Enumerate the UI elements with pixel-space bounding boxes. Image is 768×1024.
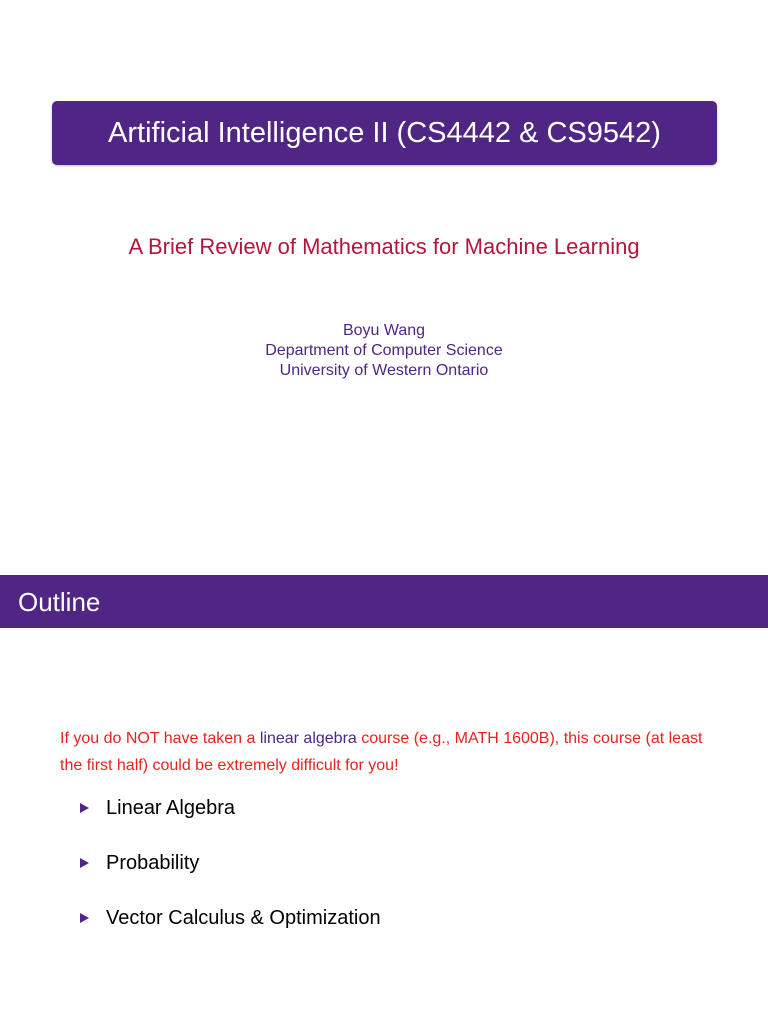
warning-text (60, 725, 720, 779)
title-box (52, 101, 717, 165)
presentation-subtitle: A Brief Review of Mathematics for Machine Learning (128, 234, 640, 259)
outline-item-probability (80, 850, 381, 905)
triangle-bullet-icon (80, 913, 89, 923)
outline-slide (0, 512, 768, 1024)
triangle-bullet-icon (80, 803, 89, 813)
outline-item-label: Vector Calculus & Optimization (106, 907, 381, 929)
warning-highlight-linear: linear (259, 730, 299, 747)
author-name: Boyu Wang (342, 322, 426, 339)
frame-title: Outline (18, 587, 101, 617)
frame-title-bar (0, 575, 768, 628)
author-university: University of Western Ontario (279, 362, 489, 379)
warning-part-1: If you do NOT have taken a (60, 730, 260, 747)
warning-highlight-algebra: algebra (303, 730, 357, 747)
author-department: Department of Computer Science (265, 342, 503, 359)
triangle-bullet-icon (80, 858, 89, 868)
author-block (0, 321, 768, 381)
outline-item-vector-calculus (80, 905, 381, 960)
warning-part-2: course (e.g., MATH 1600B), this course (at least the first half) could be extremely difficult for you! (60, 730, 703, 774)
outline-item-label: Probability (106, 852, 200, 874)
outline-item-linear-algebra (80, 795, 381, 850)
presentation-title: Artificial Intelligence II (CS4442 & CS9542) (108, 116, 661, 149)
outline-list (80, 795, 381, 960)
outline-item-label: Linear Algebra (106, 797, 235, 819)
